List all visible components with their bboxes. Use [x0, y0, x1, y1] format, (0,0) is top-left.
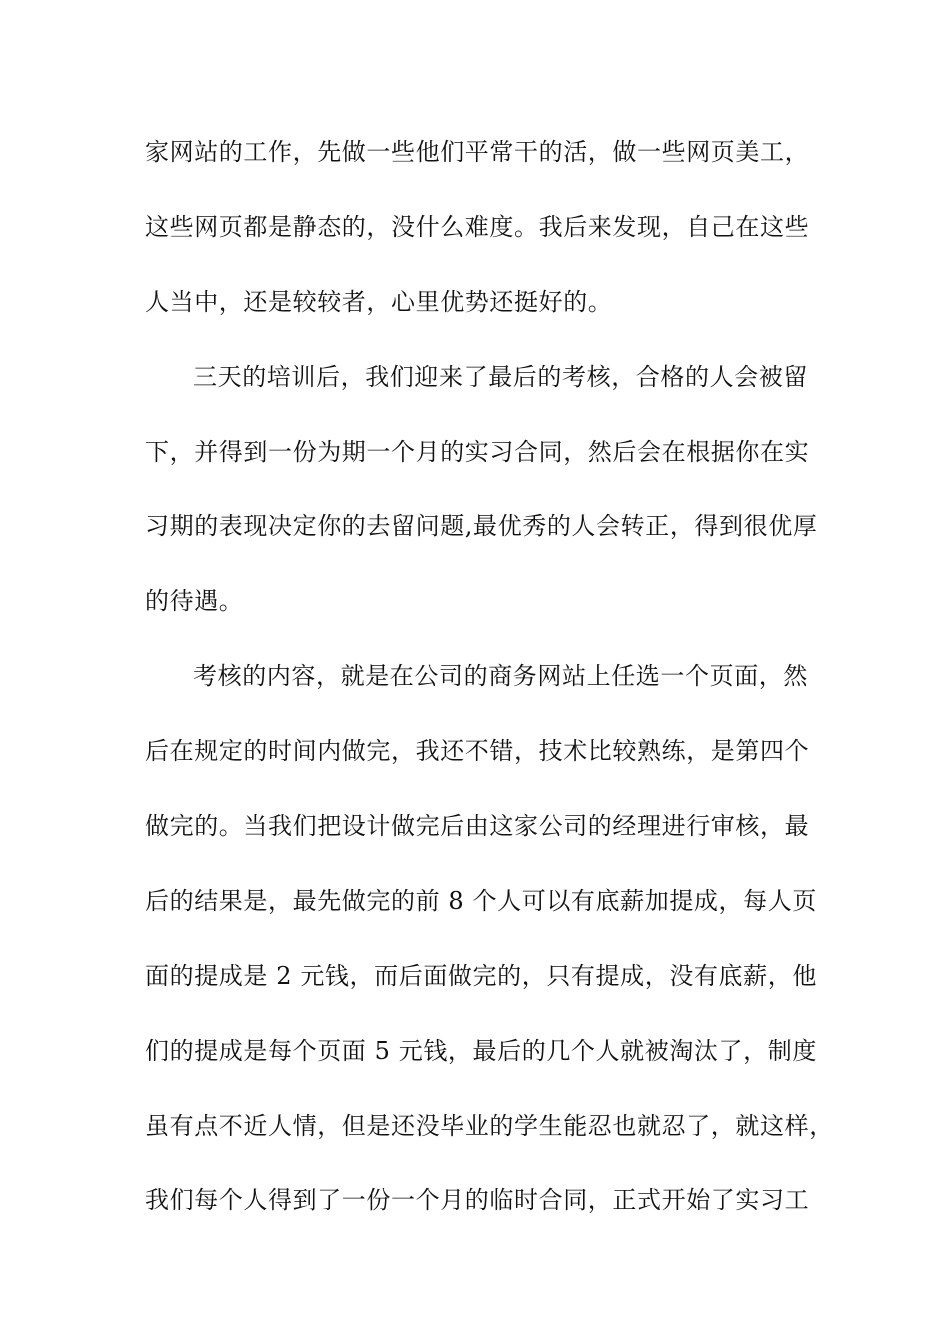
- text-line: 后在规定的时间内做完，我还不错，技术比较熟练，是第四个: [145, 737, 810, 765]
- text-line: 这些网页都是静态的，没什么难度。我后来发现，自己在这些: [145, 213, 810, 241]
- text-line: 后的结果是，最先做完的前 8 个人可以有底薪加提成，每人页: [145, 887, 817, 915]
- text-line: 习期的表现决定你的去留问题,最优秀的人会转正，得到很优厚: [145, 512, 818, 540]
- paragraph-first-line: 三天的培训后，我们迎来了最后的考核，合格的人会被留: [193, 363, 808, 391]
- text-line: 们的提成是每个页面 5 元钱，最后的几个人就被淘汰了，制度: [145, 1037, 817, 1065]
- text-line: 我们每个人得到了一份一个月的临时合同，正式开始了实习工: [145, 1186, 810, 1214]
- text-line: 虽有点不近人情，但是还没毕业的学生能忍也就忍了，就这样，: [145, 1112, 834, 1140]
- paragraph-first-line: 考核的内容，就是在公司的商务网站上任选一个页面，然: [193, 662, 808, 690]
- text-line: 面的提成是 2 元钱，而后面做完的，只有提成，没有底薪，他: [145, 962, 817, 990]
- text-line: 的待遇。: [145, 587, 244, 615]
- text-line: 人当中，还是较较者，心里优势还挺好的。: [145, 288, 613, 316]
- text-line: 下，并得到一份为期一个月的实习合同，然后会在根据你在实: [145, 438, 810, 466]
- text-line: 家网站的工作，先做一些他们平常干的活，做一些网页美工，: [145, 138, 810, 166]
- text-line: 做完的。当我们把设计做完后由这家公司的经理进行审核，最: [145, 812, 810, 840]
